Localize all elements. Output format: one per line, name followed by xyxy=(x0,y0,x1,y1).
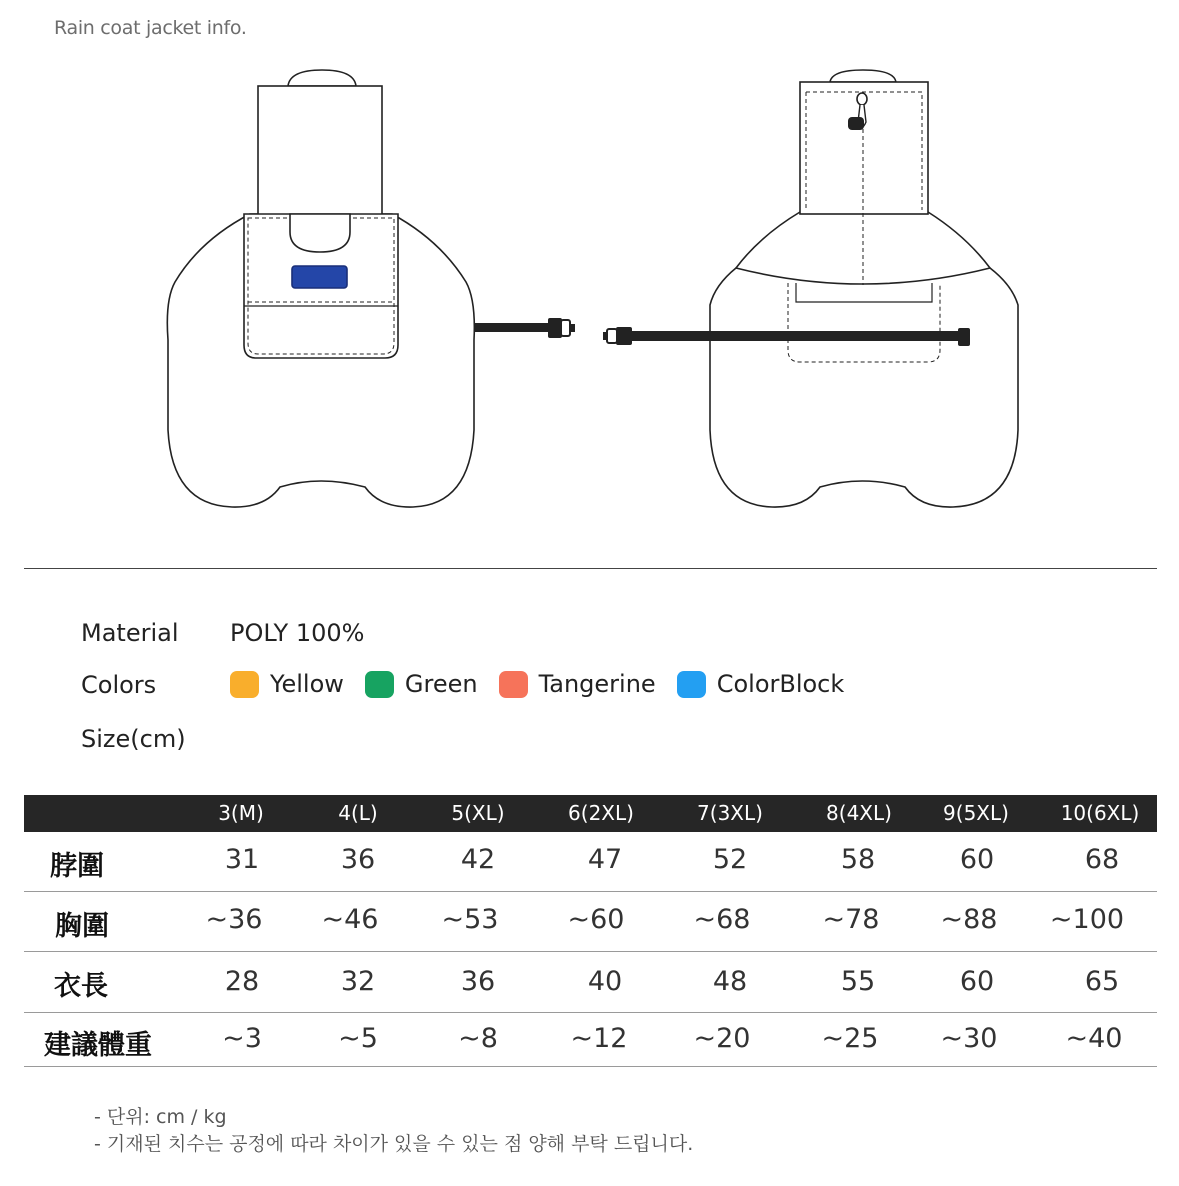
table-cell: ~3 xyxy=(222,1023,262,1054)
table-cell: 58 xyxy=(840,844,876,875)
table-cell: ~8 xyxy=(458,1023,498,1054)
row-label: 衣長 xyxy=(54,971,108,1002)
table-cell: ~36 xyxy=(205,904,263,935)
table-cell: ~68 xyxy=(693,904,751,935)
color-swatch-tangerine xyxy=(499,671,528,698)
table-cell: ~100 xyxy=(1049,904,1125,935)
color-swatch-green xyxy=(365,671,394,698)
page-title: Rain coat jacket info. xyxy=(54,17,247,39)
color-option xyxy=(365,670,478,698)
table-cell: ~60 xyxy=(567,904,625,935)
table-cell: 36 xyxy=(340,844,376,875)
table-cell: 42 xyxy=(460,844,496,875)
color-name: Green xyxy=(404,670,478,698)
table-cell: ~20 xyxy=(693,1023,751,1054)
material-value: POLY 100% xyxy=(230,619,365,647)
table-cell: ~12 xyxy=(570,1023,628,1054)
table-cell: 40 xyxy=(587,966,623,997)
back-strap xyxy=(630,331,960,341)
back-collar-top xyxy=(830,70,896,82)
table-cell: 28 xyxy=(224,966,260,997)
column-header: 7(3XL) xyxy=(697,801,763,825)
column-header: 4(L) xyxy=(338,801,378,825)
table-cell: 36 xyxy=(460,966,496,997)
front-strap xyxy=(474,323,549,332)
color-name: Yellow xyxy=(270,670,344,698)
color-swatch-yellow xyxy=(230,671,259,698)
column-header: 10(6XL) xyxy=(1060,801,1140,825)
table-cell: ~30 xyxy=(940,1023,998,1054)
table-cell: ~46 xyxy=(321,904,379,935)
color-name: Tangerine xyxy=(538,670,656,698)
front-collar-top xyxy=(288,70,356,86)
table-cell: 52 xyxy=(712,844,748,875)
table-cell: 68 xyxy=(1084,844,1120,875)
table-cell: 65 xyxy=(1084,966,1120,997)
zipper-pull xyxy=(848,117,864,130)
table-cell: 47 xyxy=(587,844,623,875)
table-cell: 60 xyxy=(959,844,995,875)
table-row-chest xyxy=(24,892,1157,952)
row-label: 建議體重 xyxy=(44,1030,152,1061)
color-option xyxy=(499,670,656,698)
color-option xyxy=(677,670,845,698)
color-option xyxy=(230,670,344,698)
table-cell: 31 xyxy=(224,844,260,875)
section-divider xyxy=(24,568,1157,569)
table-cell: ~78 xyxy=(822,904,880,935)
color-swatch-colorblock xyxy=(677,671,706,698)
table-cell: 48 xyxy=(712,966,748,997)
colors-label: Colors xyxy=(81,671,157,699)
color-options xyxy=(230,670,865,698)
row-label: 胸圍 xyxy=(55,911,109,942)
table-row-length xyxy=(24,952,1157,1013)
column-header: 6(2XL) xyxy=(568,801,634,825)
back-body xyxy=(710,268,1018,507)
color-name: ColorBlock xyxy=(716,670,845,698)
table-row-neck xyxy=(24,832,1157,892)
table-cell: ~53 xyxy=(441,904,499,935)
raincoat-illustration xyxy=(0,60,1179,520)
size-label: Size(cm) xyxy=(81,725,186,753)
note-disclaimer: - 기재된 치수는 공정에 따라 차이가 있을 수 있는 점 양해 부탁 드립니다. xyxy=(94,1133,694,1155)
material-label: Material xyxy=(81,619,179,647)
table-cell: 60 xyxy=(959,966,995,997)
table-cell: ~5 xyxy=(338,1023,378,1054)
column-header: 5(XL) xyxy=(451,801,505,825)
column-header: 3(M) xyxy=(218,801,264,825)
table-cell: 55 xyxy=(840,966,876,997)
front-collar xyxy=(258,86,382,216)
column-header: 9(5XL) xyxy=(943,801,1009,825)
front-patch xyxy=(292,266,347,288)
column-header: 8(4XL) xyxy=(826,801,892,825)
front-neck-hole xyxy=(290,214,350,252)
note-unit: - 단위: cm / kg xyxy=(94,1106,227,1128)
row-label: 脖圍 xyxy=(50,851,104,882)
table-cell: ~88 xyxy=(940,904,998,935)
table-cell: ~25 xyxy=(821,1023,879,1054)
table-row-weight xyxy=(24,1013,1157,1067)
size-table-header xyxy=(24,795,1157,832)
table-cell: ~40 xyxy=(1065,1023,1123,1054)
table-cell: 32 xyxy=(340,966,376,997)
